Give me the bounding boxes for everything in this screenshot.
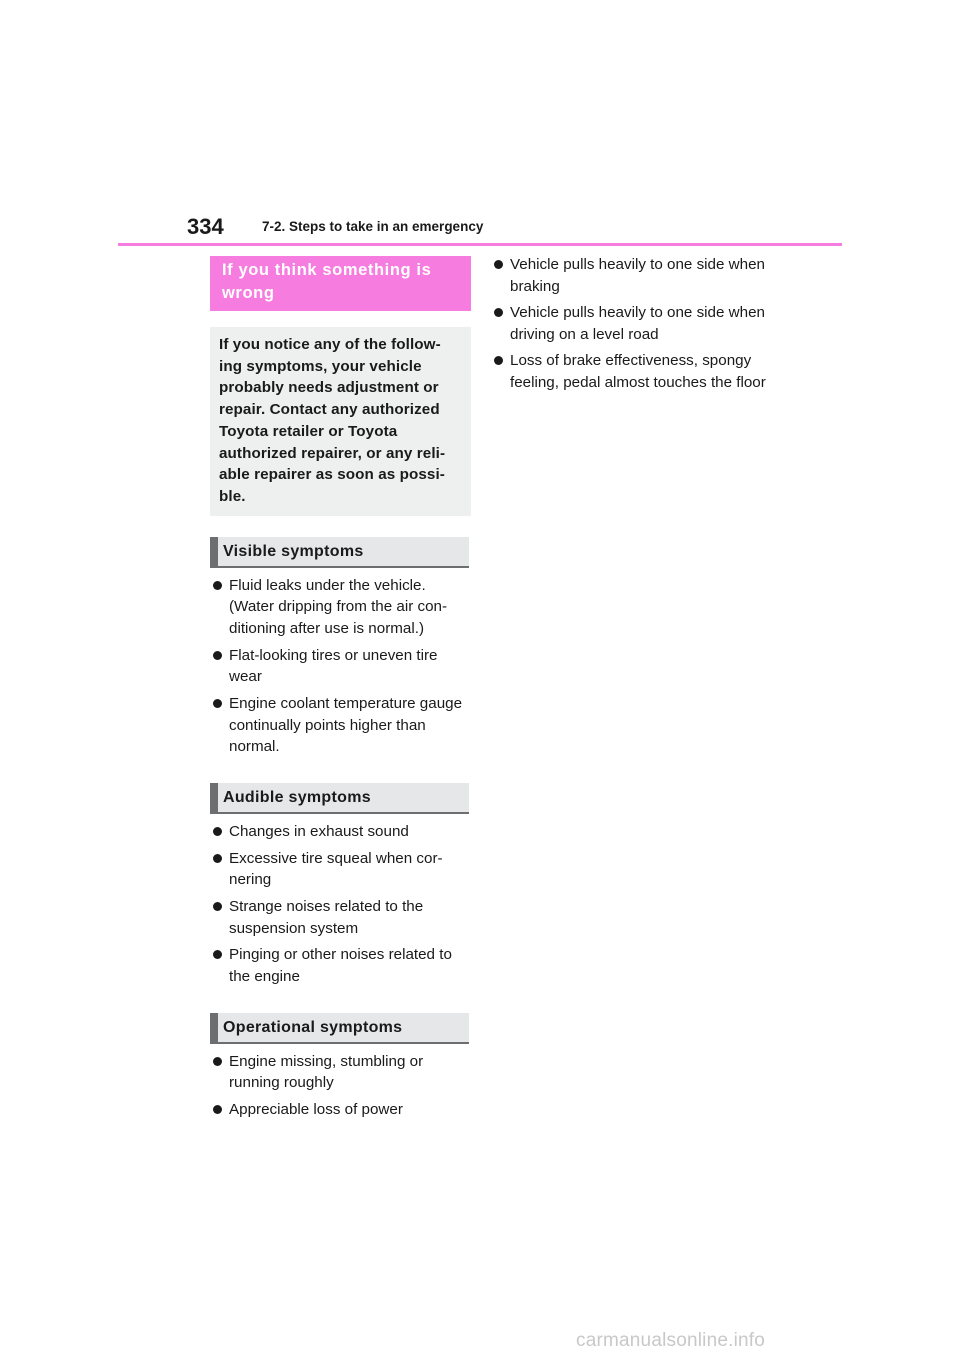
list-item: Appreciable loss of power [210,1099,471,1121]
watermark: carmanualsonline.info [576,1330,766,1351]
operational-symptoms-list-continued [491,254,771,394]
list-item: Vehicle pulls heavily to one side when braking [491,254,771,298]
page-number: 334 [187,214,224,239]
list-item: Engine coolant temperature gauge continually points higher than normal. [210,693,471,758]
list-item: Loss of brake effectiveness, spongy feeling, pedal almost touches the floor [491,350,771,394]
list-item: Fluid leaks under the vehicle. (Water dripping from the air con-ditioning after use is normal.) [210,575,471,640]
audible-symptoms-heading: Audible symptoms [210,783,469,814]
operational-symptoms-list [210,1051,471,1121]
audible-symptoms-list [210,821,471,987]
list-item: Flat-looking tires or uneven tire wear [210,645,471,689]
list-item: Vehicle pulls heavily to one side when driving on a level road [491,302,771,346]
section-title: 7-2. Steps to take in an emergency [262,219,484,234]
list-item: Excessive tire squeal when cor-nering [210,848,471,892]
left-column [210,256,471,1125]
main-heading: If you think something is wrong [210,256,471,311]
list-item: Changes in exhaust sound [210,821,471,843]
list-item: Engine missing, stumbling or running roughly [210,1051,471,1095]
operational-symptoms-heading: Operational symptoms [210,1013,469,1044]
intro-box: If you notice any of the follow-ing symptoms, your vehicle probably needs adjustment or repair. Contact any authorized Toyota retailer or Toyota authorized repairer, or any reli-able repairer as soon as possi-ble. [210,327,471,516]
right-column [491,254,771,399]
header-divider [118,243,842,246]
visible-symptoms-list [210,575,471,759]
list-item: Pinging or other noises related to the engine [210,944,471,988]
visible-symptoms-heading: Visible symptoms [210,537,469,568]
list-item: Strange noises related to the suspension system [210,896,471,940]
